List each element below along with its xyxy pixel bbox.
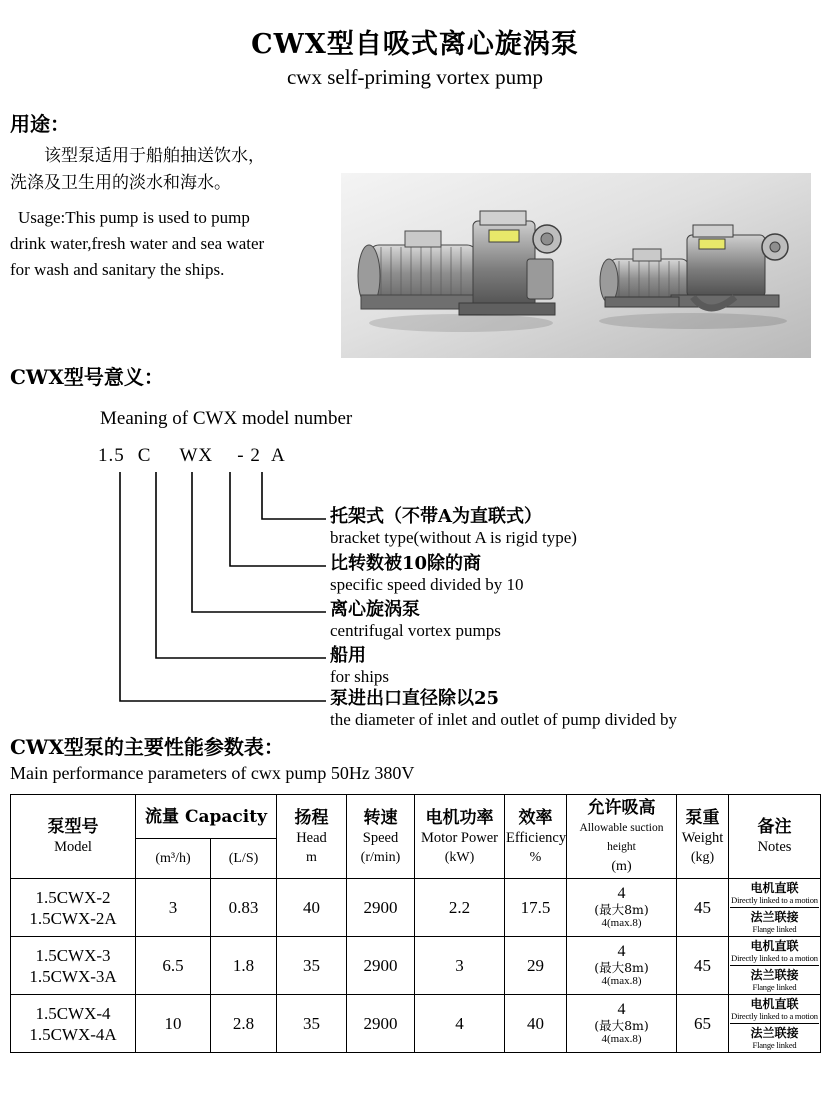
header-speed-unit: (r/min) <box>360 849 401 865</box>
table-row <box>11 937 821 995</box>
meaning-item-4-cn: 船用 <box>330 645 366 666</box>
usage-cn-line1: 该型泵适用于船舶抽送饮水， <box>44 146 265 166</box>
cell-head: 40 <box>277 879 347 937</box>
cell-model-line2: 1.5CWX-4A <box>29 1024 117 1044</box>
cell-notes-cn2: 法兰联接 <box>750 1026 799 1040</box>
cell-speed: 2900 <box>347 879 415 937</box>
cell-suction-note-cn: (最大8m) <box>594 1018 649 1033</box>
usage-text-en <box>10 205 340 283</box>
notes-divider <box>730 907 819 908</box>
meaning-item-2-en: specific speed divided by 10 <box>330 575 524 594</box>
usage-heading: 用途： <box>10 112 70 136</box>
usage-en-line1: Usage:This pump is used to pump <box>18 208 250 227</box>
header-suction-height <box>567 795 677 879</box>
cell-notes-en2: Flange linked <box>752 982 797 992</box>
meaning-item-3 <box>330 599 501 641</box>
header-power-en: Motor Power <box>421 829 498 846</box>
cell-efficiency: 29 <box>505 937 567 995</box>
cell-capacity-ls: 0.83 <box>211 879 277 937</box>
header-power-cn: 电机功率 <box>425 807 494 828</box>
header-model-en: Model <box>54 839 92 855</box>
model-code-part-5: A <box>271 445 286 466</box>
table-row <box>11 879 821 937</box>
cell-efficiency: 40 <box>505 995 567 1053</box>
cell-suction-note-en: 4(max.8) <box>601 917 642 929</box>
header-suction-unit: (m) <box>611 859 632 874</box>
cell-efficiency: 17.5 <box>505 879 567 937</box>
usage-section <box>0 143 830 343</box>
cell-notes <box>729 937 821 995</box>
header-head <box>277 795 347 879</box>
cell-suction-note-cn: (最大8m) <box>594 960 649 975</box>
cell-suction-value: 4 <box>617 943 626 960</box>
usage-cn-line2: 洗涤及卫生用的淡水和海水。 <box>10 173 231 193</box>
model-meaning-title-en: Meaning of CWX model number <box>100 408 353 429</box>
header-power-unit: (kW) <box>444 849 475 865</box>
pump-photo-illustration <box>341 173 811 358</box>
usage-en-line2: drink water,fresh water and sea water <box>10 234 265 253</box>
header-suction-en: Allowable suction height <box>579 822 664 853</box>
header-weight-unit: (kg) <box>690 849 715 865</box>
meaning-item-3-cn: 离心旋涡泵 <box>330 599 420 620</box>
pump-photo <box>341 173 811 358</box>
cell-suction-note-en: 4(max.8) <box>601 1033 642 1045</box>
header-speed-cn: 转速 <box>363 807 398 828</box>
header-capacity-ls-unit: (L/S) <box>228 851 259 867</box>
meaning-item-5 <box>330 688 677 730</box>
cell-model <box>11 995 136 1053</box>
cell-suction-note-cn: (最大8m) <box>594 902 649 917</box>
cell-notes-cn1: 电机直联 <box>750 881 799 895</box>
header-efficiency <box>505 795 567 879</box>
cell-suction <box>567 879 677 937</box>
header-head-cn: 扬程 <box>294 807 329 828</box>
model-meaning-heading: CWX型号意义： <box>10 365 164 389</box>
header-weight-en: Weight <box>681 829 724 846</box>
header-notes-en: Notes <box>757 839 792 855</box>
document-page <box>0 22 830 1095</box>
page-title-cn: CWX型自吸式离心旋涡泵 <box>251 29 579 60</box>
cell-weight: 45 <box>677 937 729 995</box>
meaning-item-1-cn: 托架式（不带A为直联式） <box>330 506 542 527</box>
header-efficiency-cn: 效率 <box>518 807 553 828</box>
cell-capacity-m3h: 10 <box>136 995 211 1053</box>
meaning-item-1-en: bracket type(without A is rigid type) <box>330 528 577 547</box>
cell-capacity-ls: 2.8 <box>211 995 277 1053</box>
params-heading-cn: CWX型泵的主要性能参数表： <box>10 735 284 759</box>
header-capacity-label: 流量 Capacity <box>145 806 267 827</box>
model-meaning-diagram <box>0 400 830 729</box>
cell-suction-value: 4 <box>617 1001 626 1018</box>
usage-text-cn <box>10 143 340 197</box>
cell-capacity-m3h: 3 <box>136 879 211 937</box>
header-model-cn: 泵型号 <box>47 817 99 837</box>
cell-capacity-ls: 1.8 <box>211 937 277 995</box>
header-capacity <box>136 795 277 839</box>
performance-parameters-table <box>10 794 821 1053</box>
cell-suction <box>567 995 677 1053</box>
meaning-item-2-cn: 比转数被10除的商 <box>330 553 482 574</box>
meaning-item-5-en: the diameter of inlet and outlet of pump divided by <box>330 710 677 729</box>
cell-notes <box>729 995 821 1053</box>
cell-notes-en2: Flange linked <box>752 924 797 934</box>
header-head-unit: m <box>306 849 317 865</box>
header-efficiency-unit: % <box>529 849 542 865</box>
cell-notes-cn2: 法兰联接 <box>750 968 799 982</box>
meaning-item-3-en: centrifugal vortex pumps <box>330 621 501 640</box>
cell-model-line1: 1.5CWX-3 <box>35 945 111 965</box>
cell-suction-note-en: 4(max.8) <box>601 975 642 987</box>
meaning-item-5-cn: 泵进出口直径除以25 <box>330 688 500 709</box>
header-head-en: Head <box>296 829 327 846</box>
cell-notes <box>729 879 821 937</box>
params-heading-en: Main performance parameters of cwx pump 50Hz 380V <box>10 763 415 783</box>
header-capacity-m3h-unit: (m³/h) <box>155 851 191 867</box>
cell-power: 4 <box>415 995 505 1053</box>
table-row <box>11 995 821 1053</box>
header-efficiency-en: Efficiency <box>506 829 567 846</box>
cell-model-line1: 1.5CWX-4 <box>35 1003 111 1023</box>
meaning-item-1 <box>330 506 577 548</box>
cell-model-line1: 1.5CWX-2 <box>35 887 111 907</box>
model-code-part-1: 1.5 <box>98 445 125 466</box>
usage-text-block <box>10 143 340 283</box>
notes-divider <box>730 1023 819 1024</box>
notes-divider <box>730 965 819 966</box>
header-weight-cn: 泵重 <box>685 807 720 828</box>
header-notes <box>729 795 821 879</box>
header-speed <box>347 795 415 879</box>
cell-model-line2: 1.5CWX-3A <box>29 966 117 986</box>
cell-notes-en1: Directly linked to a motion <box>731 895 818 905</box>
header-capacity-m3h <box>136 839 211 879</box>
usage-en-line3: for wash and sanitary the ships. <box>10 260 225 279</box>
model-code-part-4: - 2 <box>237 445 261 466</box>
cell-head: 35 <box>277 995 347 1053</box>
cell-power: 3 <box>415 937 505 995</box>
cell-speed: 2900 <box>347 995 415 1053</box>
cell-weight: 65 <box>677 995 729 1053</box>
table-header-row-1 <box>11 795 821 839</box>
meaning-item-4 <box>330 645 389 687</box>
meaning-item-2 <box>330 553 524 595</box>
header-notes-cn: 备注 <box>757 817 792 837</box>
cell-weight: 45 <box>677 879 729 937</box>
model-code-part-2: C <box>137 445 152 466</box>
model-code-part-3: WX <box>179 445 214 466</box>
cell-model-line2: 1.5CWX-2A <box>29 908 117 928</box>
cell-notes-cn2: 法兰联接 <box>750 910 799 924</box>
cell-notes-cn1: 电机直联 <box>750 939 799 953</box>
cell-notes-en2: Flange linked <box>752 1040 797 1050</box>
header-suction-cn: 允许吸高 <box>587 798 656 818</box>
header-model <box>11 795 136 879</box>
header-weight <box>677 795 729 879</box>
cell-notes-cn1: 电机直联 <box>750 997 799 1011</box>
header-capacity-ls <box>211 839 277 879</box>
cell-model <box>11 879 136 937</box>
cell-head: 35 <box>277 937 347 995</box>
cell-power: 2.2 <box>415 879 505 937</box>
cell-speed: 2900 <box>347 937 415 995</box>
cell-suction-value: 4 <box>617 885 626 902</box>
cell-notes-en1: Directly linked to a motion <box>731 1011 818 1021</box>
cell-notes-en1: Directly linked to a motion <box>731 953 818 963</box>
meaning-item-4-en: for ships <box>330 667 390 686</box>
cell-capacity-m3h: 6.5 <box>136 937 211 995</box>
cell-suction <box>567 937 677 995</box>
cell-model <box>11 937 136 995</box>
header-speed-en: Speed <box>362 829 399 846</box>
header-motor-power <box>415 795 505 879</box>
page-title-en: cwx self-priming vortex pump <box>286 65 544 89</box>
